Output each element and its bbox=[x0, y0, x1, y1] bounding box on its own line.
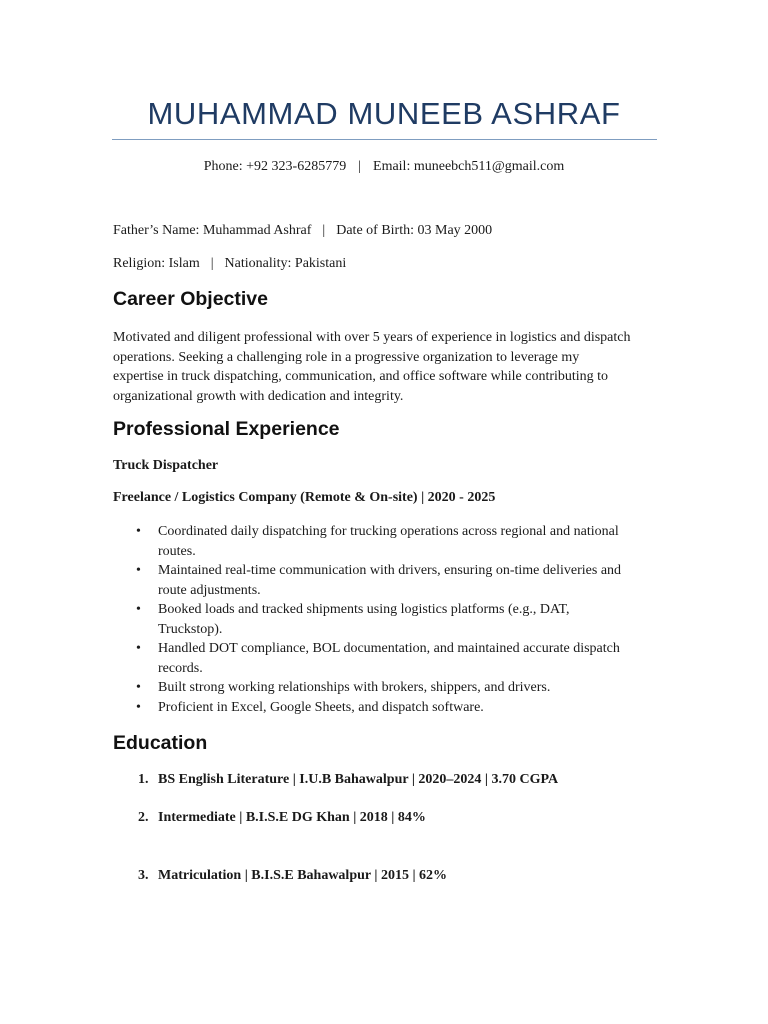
career-objective-heading: Career Objective bbox=[113, 288, 269, 310]
father-name: Father’s Name: Muhammad Ashraf bbox=[113, 223, 312, 238]
education-number: 1. bbox=[138, 772, 149, 787]
bullet-icon: • bbox=[136, 699, 141, 715]
education-number: 3. bbox=[138, 868, 149, 883]
bullet-line: Coordinated daily dispatching for trucking operations across regional and national bbox=[158, 524, 619, 539]
nationality: Nationality: Pakistani bbox=[224, 256, 347, 271]
bullet-icon: • bbox=[136, 641, 141, 656]
header-divider bbox=[112, 139, 657, 140]
list-item bbox=[113, 600, 658, 639]
date-of-birth: Date of Birth: 03 May 2000 bbox=[336, 223, 493, 238]
bullet-line: Booked loads and tracked shipments using logistics platforms (e.g., DAT, bbox=[158, 602, 570, 617]
experience-bullets bbox=[113, 522, 658, 717]
list-item bbox=[113, 522, 658, 561]
list-item bbox=[113, 678, 658, 698]
education-item bbox=[113, 868, 447, 884]
bullet-line: records. bbox=[158, 660, 203, 676]
bullet-line: Proficient in Excel, Google Sheets, and dispatch software. bbox=[158, 699, 484, 715]
bullet-line: Handled DOT compliance, BOL documentation, and maintained accurate dispatch bbox=[158, 641, 620, 656]
bullet-icon: • bbox=[136, 524, 141, 539]
bullet-line: Built strong working relationships with brokers, shippers, and drivers. bbox=[158, 680, 551, 695]
list-item bbox=[113, 698, 658, 718]
education-text: Matriculation | B.I.S.E Bahawalpur | 2015 | 62% bbox=[158, 868, 448, 883]
job-title: Truck Dispatcher bbox=[113, 458, 219, 473]
objective-line: expertise in truck dispatching, communication, and office software while contributing to bbox=[113, 369, 609, 384]
objective-line: organizational growth with dedication and integrity. bbox=[113, 388, 404, 404]
personal-separator: | bbox=[322, 223, 326, 238]
bullet-icon: • bbox=[136, 563, 141, 578]
list-item bbox=[113, 561, 658, 600]
bullet-icon: • bbox=[136, 602, 141, 617]
bullet-line: route adjustments. bbox=[158, 582, 261, 598]
bullet-line: Maintained real-time communication with drivers, ensuring on-time deliveries and bbox=[158, 563, 622, 578]
experience-heading: Professional Experience bbox=[113, 418, 340, 440]
education-text: BS English Literature | I.U.B Bahawalpur | 2020–2024 | 3.70 CGPA bbox=[158, 772, 559, 787]
education-item bbox=[113, 810, 426, 826]
contact-separator: | bbox=[358, 159, 362, 174]
personal-line-2 bbox=[113, 256, 346, 272]
contact-line bbox=[0, 159, 768, 175]
email-text: Email: muneebch511@gmail.com bbox=[373, 159, 565, 174]
bullet-line: Truckstop). bbox=[158, 621, 223, 637]
objective-line: operations. Seeking a challenging role in a progressive organization to leverage my bbox=[113, 349, 580, 365]
job-company: Freelance / Logistics Company (Remote & On-site) | 2020 - 2025 bbox=[113, 490, 496, 505]
education-item bbox=[113, 772, 558, 788]
objective-line: Motivated and diligent professional with over 5 years of experience in logistics and dispatch bbox=[113, 330, 631, 345]
candidate-name: MUHAMMAD MUNEEB ASHRAF bbox=[147, 96, 621, 131]
career-objective-text bbox=[113, 328, 658, 406]
personal-line-1 bbox=[113, 223, 492, 239]
religion: Religion: Islam bbox=[113, 256, 200, 271]
personal-separator: | bbox=[210, 256, 214, 271]
bullet-line: routes. bbox=[158, 543, 196, 559]
education-text: Intermediate | B.I.S.E DG Khan | 2018 | 84% bbox=[158, 810, 426, 825]
phone-text: Phone: +92 323-6285779 bbox=[203, 159, 347, 174]
list-item bbox=[113, 639, 658, 678]
education-number: 2. bbox=[138, 810, 149, 825]
bullet-icon: • bbox=[136, 680, 141, 695]
education-heading: Education bbox=[113, 732, 208, 754]
